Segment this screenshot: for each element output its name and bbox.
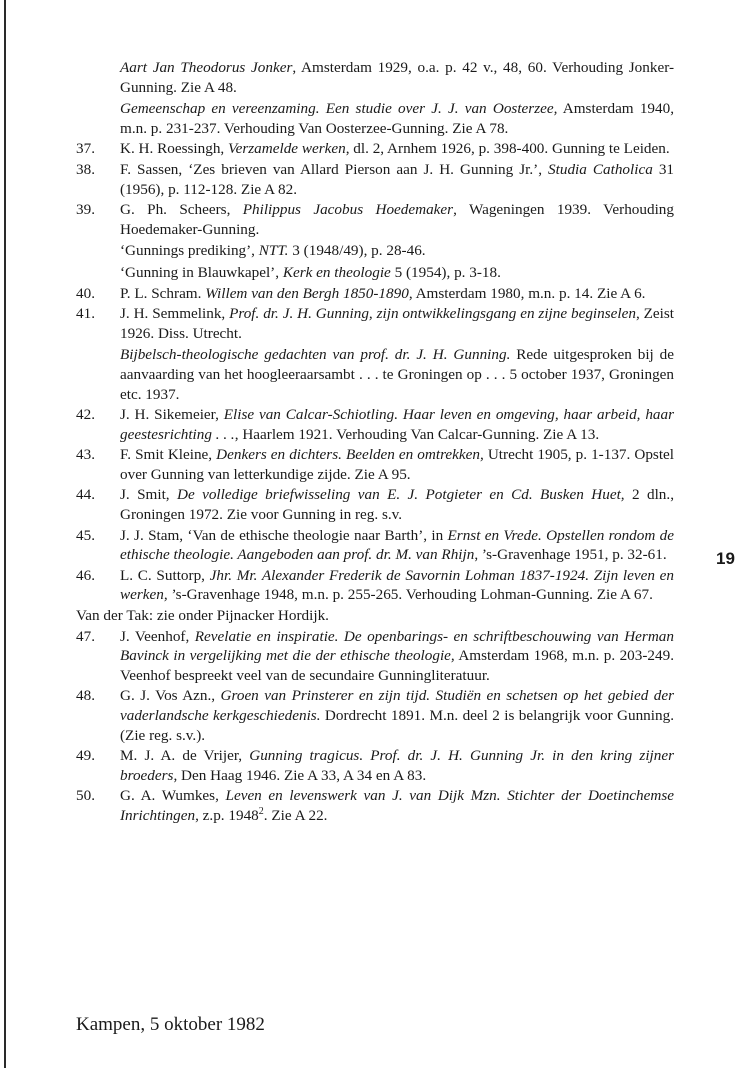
- bibliography-entry: [76, 627, 674, 686]
- entry-sub-reference: [76, 263, 674, 283]
- bibliography-entry: [76, 686, 674, 745]
- italic-title: Ernst en Vrede. Opstellen rondom de ethische theologie. Aangeboden aan prof. dr. M. van Rhijn: [120, 526, 674, 564]
- text-run: , Den Haag 1946. Zie A 33, A 34 en A 83.: [173, 766, 427, 784]
- superscript: 2: [258, 805, 264, 817]
- cross-reference-note: [76, 606, 674, 626]
- text-run: , Haarlem 1921. Verhouding Van Calcar-Gunning. Zie A 13.: [234, 425, 600, 443]
- text-run: F. Sassen, ‘Zes brieven van Allard Pierson aan J. H. Gunning Jr.’,: [120, 160, 549, 178]
- entry-number: 48.: [76, 687, 95, 705]
- italic-title: Revelatie en inspiratie. De openbarings- en schriftbeschouwing van Herman Bavinck in vergelijking met die der ethische theologie,: [120, 627, 674, 665]
- text-run: G. Ph. Scheers,: [120, 201, 243, 219]
- text-run: , Amsterdam 1980, m.n. p. 14. Zie A 6.: [408, 284, 646, 302]
- italic-title: Gemeenschap en vereenzaming. Een studie over J. J. van Oosterzee,: [120, 100, 558, 118]
- italic-title: Willem van den Bergh 1850-1890: [205, 284, 409, 302]
- text-run: G. A. Wumkes,: [120, 787, 226, 805]
- bibliography-entry: [76, 139, 674, 159]
- italic-title: Bijbelsch-theologische gedachten van prof. dr. J. H. Gunning.: [120, 346, 511, 364]
- text-run: , ’s-Gravenhage 1951, p. 32-61.: [474, 546, 667, 564]
- text-run: F. Smit Kleine,: [120, 446, 217, 464]
- entry-number: 39.: [76, 201, 95, 219]
- text-run: J. Smit,: [120, 486, 177, 504]
- text-run: K. H. Roessingh,: [120, 140, 229, 158]
- text-run: 2 dln., Groningen 1972. Zie voor Gunning in reg. s.v.: [120, 486, 674, 524]
- italic-title: Prof. dr. J. H. Gunning, zijn ontwikkelingsgang en zijne beginselen: [229, 305, 636, 323]
- bibliography-entry: [76, 786, 674, 825]
- text-run: G. J. Vos Azn.,: [120, 687, 221, 705]
- italic-title: Verzamelde werken: [228, 140, 346, 158]
- text-run: , z.p. 1948: [195, 806, 259, 824]
- bibliography-list: [76, 58, 674, 827]
- text-run: P. L. Schram.: [120, 284, 206, 302]
- bibliography-entry: [76, 160, 674, 199]
- bibliography-entry: [76, 526, 674, 565]
- bibliography-entry: [76, 405, 674, 444]
- text-run: . Zie A 22.: [263, 806, 328, 824]
- text-run: 5 (1954), p. 3-18.: [390, 263, 501, 281]
- bibliography-entry: [76, 445, 674, 484]
- text-run: 31 (1956), p. 112-128. Zie A 82.: [120, 160, 675, 198]
- text-run: M. J. A. de Vrijer,: [120, 747, 250, 765]
- text-run: ’s-Gravenhage 1948, m.n. p. 255-265. Verhouding Lohman-Gunning. Zie A 67.: [167, 586, 653, 604]
- italic-title: Gunning tragicus. Prof. dr. J. H. Gunning Jr. in den kring zijner broeders: [120, 747, 674, 784]
- italic-title: Aart Jan Theodorus Jonker: [120, 59, 293, 76]
- italic-title: NTT.: [258, 242, 289, 260]
- italic-title: Studia Catholica: [548, 160, 653, 178]
- bibliography-entry: [76, 746, 674, 785]
- bibliography-entry: [76, 485, 674, 524]
- bibliography-entry: [76, 566, 674, 605]
- italic-title: Denkers en dichters. Beelden en omtrekken,: [216, 446, 484, 464]
- bibliography-entry: [76, 304, 674, 343]
- italic-title: Leven en levenswerk van J. van Dijk Mzn. Stichter der Doetinchemse Inrichtingen: [120, 787, 674, 824]
- continued-reference: [76, 99, 674, 138]
- text-run: Utrecht 1905, p. 1-137. Opstel over Gunning van letterkundige zijde. Zie A 95.: [120, 446, 674, 483]
- text-run: J. H. Semmelink,: [120, 305, 230, 323]
- text-run: 3 (1948/49), p. 28-46.: [288, 242, 426, 260]
- text-run: Amsterdam 1940, m.n. p. 231-237. Verhouding Van Oosterzee-Gunning. Zie A 78.: [120, 100, 674, 137]
- continued-reference: [76, 58, 674, 97]
- text-run: ‘Gunning in Blauwkapel’,: [120, 263, 283, 281]
- italic-title: De volledige briefwisseling van E. J. Potgieter en Cd. Busken Huet,: [177, 486, 625, 504]
- text-run: Amsterdam 1968, m.n. p. 203-249. Veenhof bespreekt veel van de secundaire Gunningliteratuur.: [120, 647, 674, 684]
- italic-title: Groen van Prinsterer en zijn tijd. Studiën en schetsen op het gebied der vaderlandsche kerkgeschiedenis.: [120, 687, 674, 724]
- entry-number: 40.: [76, 284, 95, 302]
- bibliography-entry: [76, 284, 674, 304]
- text-run: J. Veenhof,: [120, 627, 195, 645]
- entry-number: 46.: [76, 566, 95, 584]
- entry-number: 41.: [76, 305, 95, 323]
- text-run: L. C. Suttorp,: [120, 566, 210, 584]
- text-run: , dl. 2, Arnhem 1926, p. 398-400. Gunning te Leiden.: [345, 140, 670, 158]
- italic-title: Philippus Jacobus Hoedemaker: [242, 201, 454, 219]
- entry-number: 38.: [76, 160, 95, 178]
- entry-sub-reference: [76, 241, 674, 261]
- text-run: , Zeist 1926. Diss. Utrecht.: [120, 305, 674, 342]
- entry-number: 43.: [76, 446, 95, 464]
- text-run: ‘Gunnings prediking’,: [120, 242, 259, 260]
- entry-number: 42.: [76, 406, 95, 424]
- entry-number: 45.: [76, 526, 95, 544]
- text-run: J. J. Stam, ‘Van de ethische theologie naar Barth’, in: [120, 526, 448, 544]
- page-number: 19: [716, 549, 735, 568]
- italic-title: Jhr. Mr. Alexander Frederik de Savornin Lohman 1837-1924. Zijn leven en werken,: [120, 566, 674, 604]
- entry-number: 49.: [76, 747, 95, 765]
- italic-title: Elise van Calcar-Schiotling. Haar leven en omgeving, haar arbeid, haar geestesrichting . . .: [120, 406, 675, 443]
- italic-title: Kerk en theologie: [282, 263, 391, 281]
- page-left-rule: [4, 0, 6, 1068]
- bibliography-entry: [76, 200, 674, 239]
- closing-place-date: Kampen, 5 oktober 1982: [76, 1014, 265, 1035]
- entry-number: 44.: [76, 486, 95, 504]
- entry-sub-reference: [76, 345, 674, 404]
- text-run: Rede uitgesproken bij de aanvaarding van het hoogleeraarsambt . . . te Groningen op . . . 5 october 1937, Groningen etc. 1937.: [120, 346, 674, 403]
- entry-number: 37.: [76, 140, 95, 158]
- text-run: J. H. Sikemeier,: [120, 406, 224, 424]
- text-run: Dordrecht 1891. M.n. deel 2 is belangrijk voor Gunning. (Zie reg. s.v.).: [120, 707, 674, 744]
- entry-number: 50.: [76, 787, 95, 805]
- text-run: Van der Tak: zie onder Pijnacker Hordijk.: [76, 607, 329, 625]
- entry-number: 47.: [76, 627, 95, 645]
- text-run: , Amsterdam 1929, o.a. p. 42 v., 48, 60. Verhouding Jonker-Gunning. Zie A 48.: [120, 59, 674, 96]
- text-run: , Wageningen 1939. Verhouding Hoedemaker-Gunning.: [120, 201, 674, 238]
